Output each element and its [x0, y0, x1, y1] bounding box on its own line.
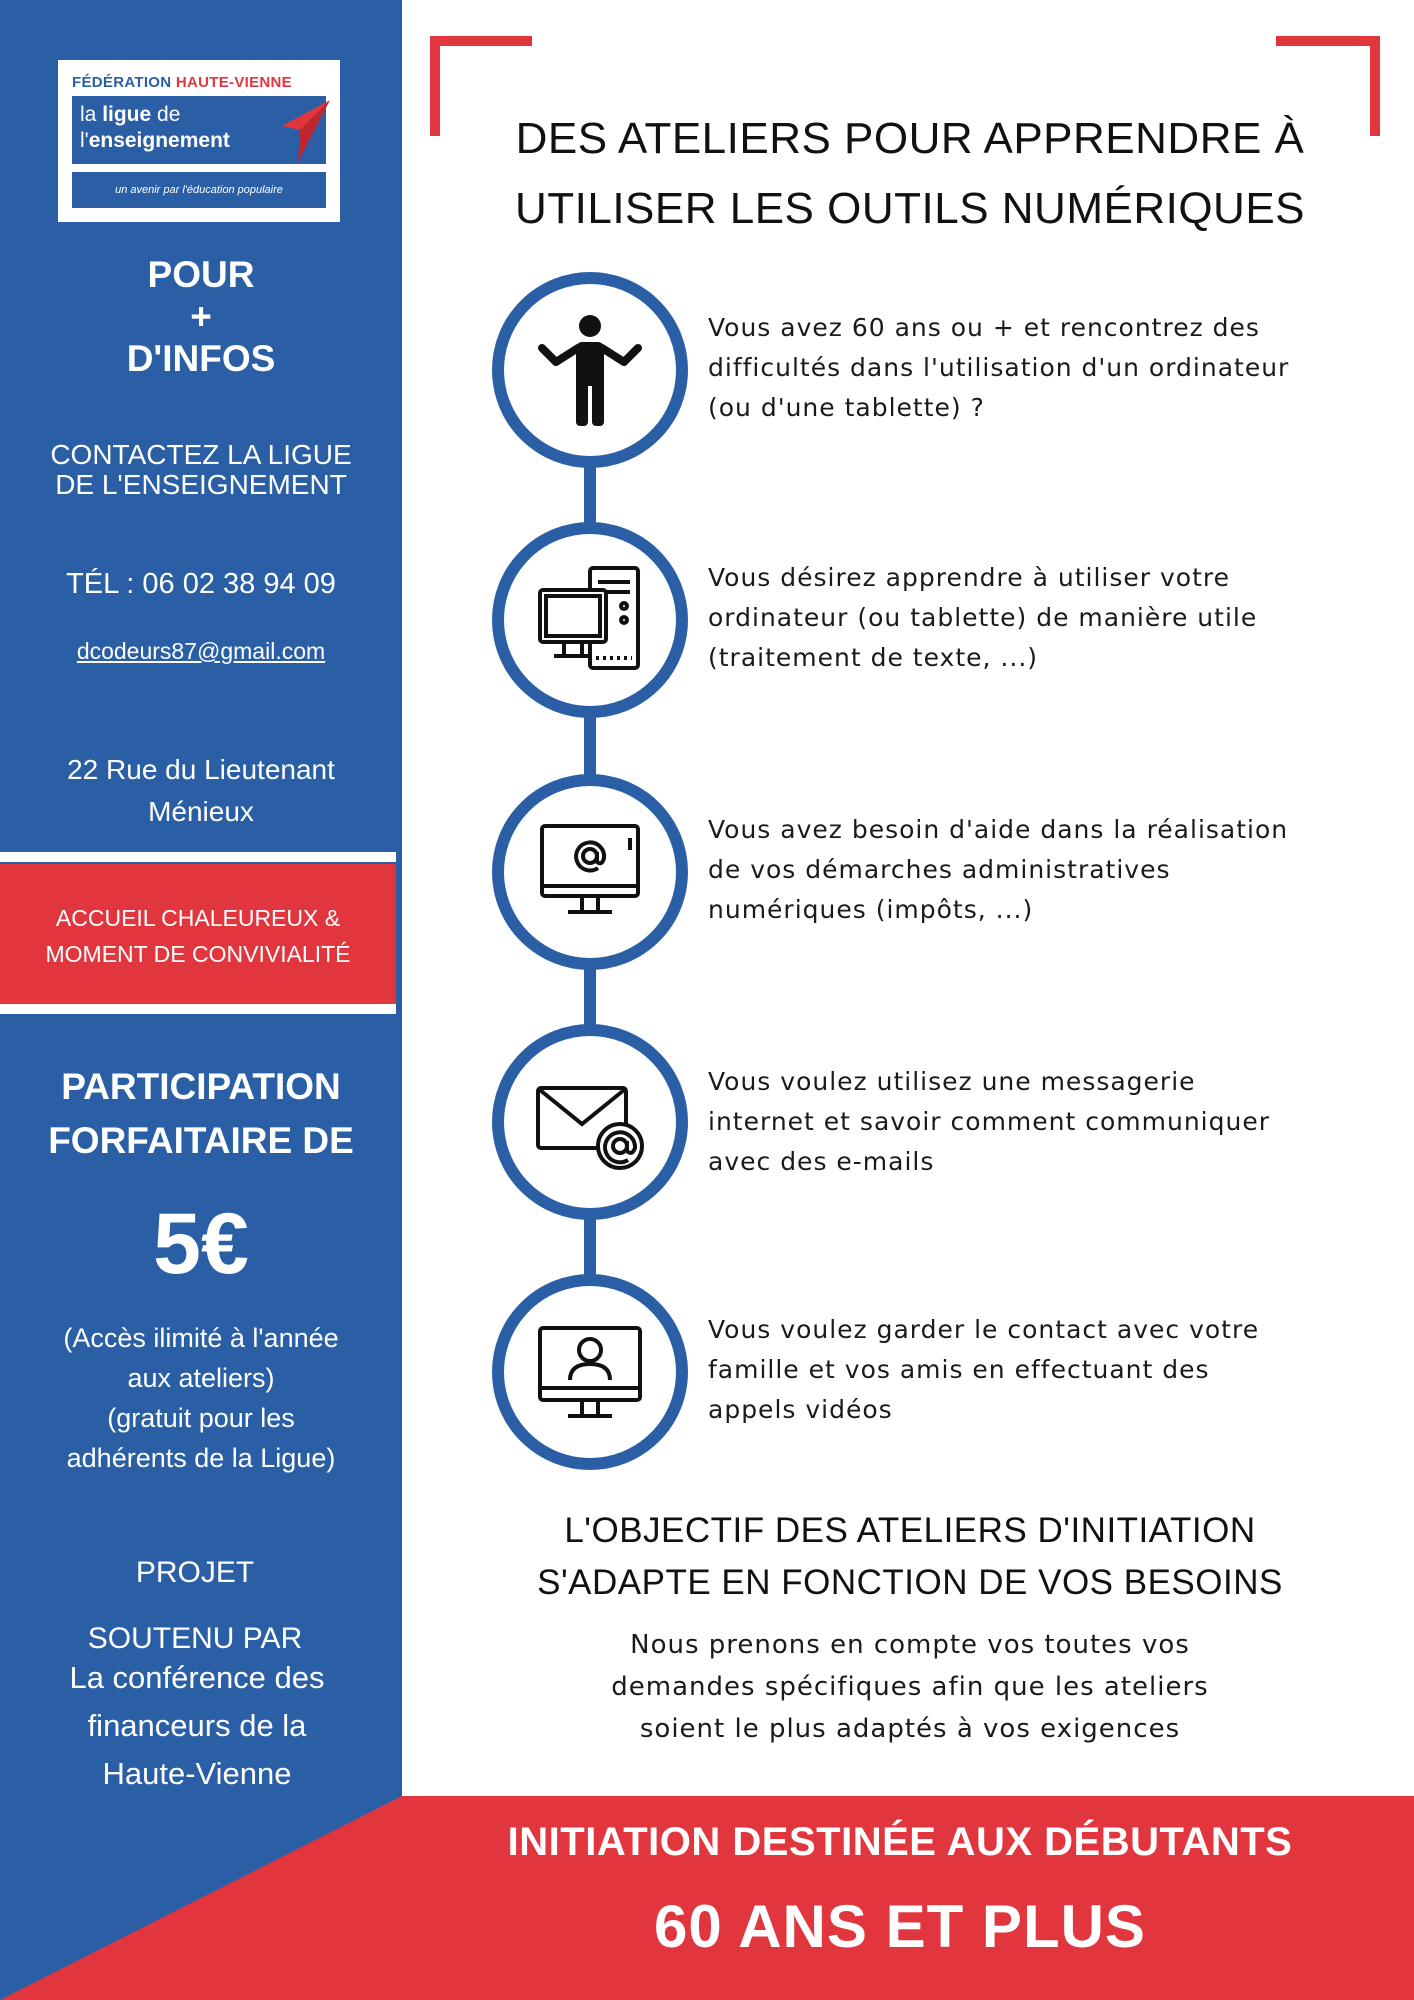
- step-1-text: [708, 308, 1338, 428]
- ligue-logo: [58, 60, 340, 222]
- funder-line: Haute-Vienne: [102, 1756, 292, 1791]
- address: [0, 749, 402, 833]
- access-line: (Accès ilimité à l'année: [63, 1323, 339, 1353]
- divider: [0, 852, 396, 862]
- step-text-line: de vos démarches administratives: [708, 855, 1171, 884]
- step-3-text: [708, 810, 1338, 930]
- footer-subheading: 60 ANS ET PLUS: [654, 1893, 1146, 1960]
- logo-name-bold: enseignement: [88, 129, 230, 152]
- phone-number: TÉL : 06 02 38 94 09: [66, 568, 336, 600]
- step-5-text: [708, 1310, 1338, 1430]
- objective-line: S'ADAPTE EN FONCTION DE VOS BESOINS: [537, 1563, 1283, 1602]
- corner-bracket-top-right: [1276, 36, 1380, 46]
- step-2-circle: [492, 522, 688, 718]
- title-line: UTILISER LES OUTILS NUMÉRIQUES: [514, 184, 1306, 233]
- paper-plane-icon: [278, 96, 334, 166]
- corner-bracket-top-left: [430, 36, 440, 136]
- infos-heading: [0, 254, 402, 380]
- objective-line: L'OBJECTIF DES ATELIERS D'INITIATION: [564, 1511, 1256, 1550]
- video-call-icon: [532, 1314, 648, 1430]
- infos-line: POUR: [147, 254, 255, 295]
- infos-line: D'INFOS: [126, 338, 276, 379]
- objective-body-line: demandes spécifiques afin que les ateliers: [611, 1672, 1209, 1702]
- step-2-text: [708, 558, 1338, 678]
- step-1-circle: [492, 272, 688, 468]
- sidebar: [0, 0, 402, 2000]
- access-line: adhérents de la Ligue): [66, 1443, 336, 1473]
- objective-body: [440, 1624, 1380, 1750]
- step-3-circle: [492, 774, 688, 970]
- participation-heading: [0, 1060, 402, 1168]
- divider: [0, 1004, 396, 1014]
- corner-bracket-top-left: [430, 36, 532, 46]
- contact-line: DE L'ENSEIGNEMENT: [55, 469, 347, 500]
- funder-line: La conférence des: [69, 1660, 325, 1695]
- email-link[interactable]: dcodeurs87@gmail.com: [76, 638, 326, 664]
- logo-federation-text: FÉDÉRATION: [72, 74, 172, 91]
- logo-name-part: la: [80, 103, 103, 126]
- step-text-line: Vous désirez apprendre à utiliser votre: [708, 563, 1230, 592]
- footer-heading: INITIATION DESTINÉE AUX DÉBUTANTS: [507, 1820, 1293, 1864]
- page-title: [440, 104, 1380, 244]
- step-4-text: [708, 1062, 1338, 1182]
- funder: [0, 1654, 398, 1798]
- project-line: PROJET: [135, 1556, 255, 1589]
- participation-line: FORFAITAIRE DE: [48, 1120, 354, 1161]
- step-4-circle: [492, 1024, 688, 1220]
- step-5-circle: [492, 1274, 688, 1470]
- access-line: aux ateliers): [127, 1363, 275, 1393]
- address-line: Ménieux: [148, 796, 254, 827]
- logo-region-text: HAUTE-VIENNE: [175, 74, 292, 91]
- step-text-line: ordinateur (ou tablette) de manière utile: [708, 603, 1258, 632]
- step-text-line: difficultés dans l'utilisation d'un ordinateur: [708, 353, 1290, 382]
- project-heading: [0, 1540, 396, 1672]
- price: 5€: [153, 1196, 249, 1292]
- step-text-line: internet et savoir comment communiquer: [708, 1107, 1270, 1136]
- step-text-line: Vous avez besoin d'aide dans la réalisation: [708, 815, 1289, 844]
- step-text-line: numériques (impôts, ...): [708, 895, 1034, 924]
- participation-line: PARTICIPATION: [61, 1066, 341, 1107]
- step-text-line: (traitement de texte, ...): [708, 643, 1039, 672]
- step-text-line: (ou d'une tablette) ?: [708, 393, 985, 422]
- logo-federation: [72, 74, 292, 91]
- project-line: SOUTENU PAR: [87, 1622, 303, 1655]
- title-line: DES ATELIERS POUR APPRENDRE À: [515, 114, 1305, 163]
- objective-body-line: Nous prenons en compte vos toutes vos: [630, 1630, 1190, 1660]
- logo-name-part: l': [80, 129, 89, 152]
- infos-line: +: [190, 296, 212, 337]
- access-line: (gratuit pour les: [107, 1403, 295, 1433]
- monitor-at-icon: [532, 814, 648, 930]
- welcome-text: [0, 900, 396, 972]
- objective-heading: [440, 1505, 1380, 1609]
- logo-tagline: un avenir par l'éducation populaire: [72, 172, 326, 208]
- step-text-line: famille et vos amis en effectuant des: [708, 1355, 1210, 1384]
- funder-line: financeurs de la: [87, 1708, 307, 1743]
- access-note: [0, 1318, 402, 1478]
- contact-line: CONTACTEZ LA LIGUE: [50, 439, 352, 470]
- desktop-computer-icon: [532, 562, 648, 678]
- welcome-banner: [0, 864, 396, 1004]
- address-line: 22 Rue du Lieutenant: [67, 754, 335, 785]
- envelope-at-icon: [532, 1064, 648, 1180]
- logo-name-bold: ligue: [102, 103, 152, 126]
- welcome-line: MOMENT DE CONVIVIALITÉ: [45, 941, 351, 967]
- logo-name-part: de: [151, 103, 181, 126]
- welcome-line: ACCUEIL CHALEUREUX &: [55, 905, 341, 931]
- contact-heading: [0, 440, 402, 500]
- step-text-line: avec des e-mails: [708, 1147, 935, 1176]
- person-shrug-icon: [532, 312, 648, 428]
- objective-body-line: soient le plus adaptés à vos exigences: [639, 1714, 1181, 1744]
- step-text-line: Vous voulez garder le contact avec votre: [708, 1315, 1260, 1344]
- step-text-line: Vous avez 60 ans ou + et rencontrez des: [708, 313, 1260, 342]
- step-text-line: appels vidéos: [708, 1395, 893, 1424]
- step-text-line: Vous voulez utilisez une messagerie: [708, 1067, 1196, 1096]
